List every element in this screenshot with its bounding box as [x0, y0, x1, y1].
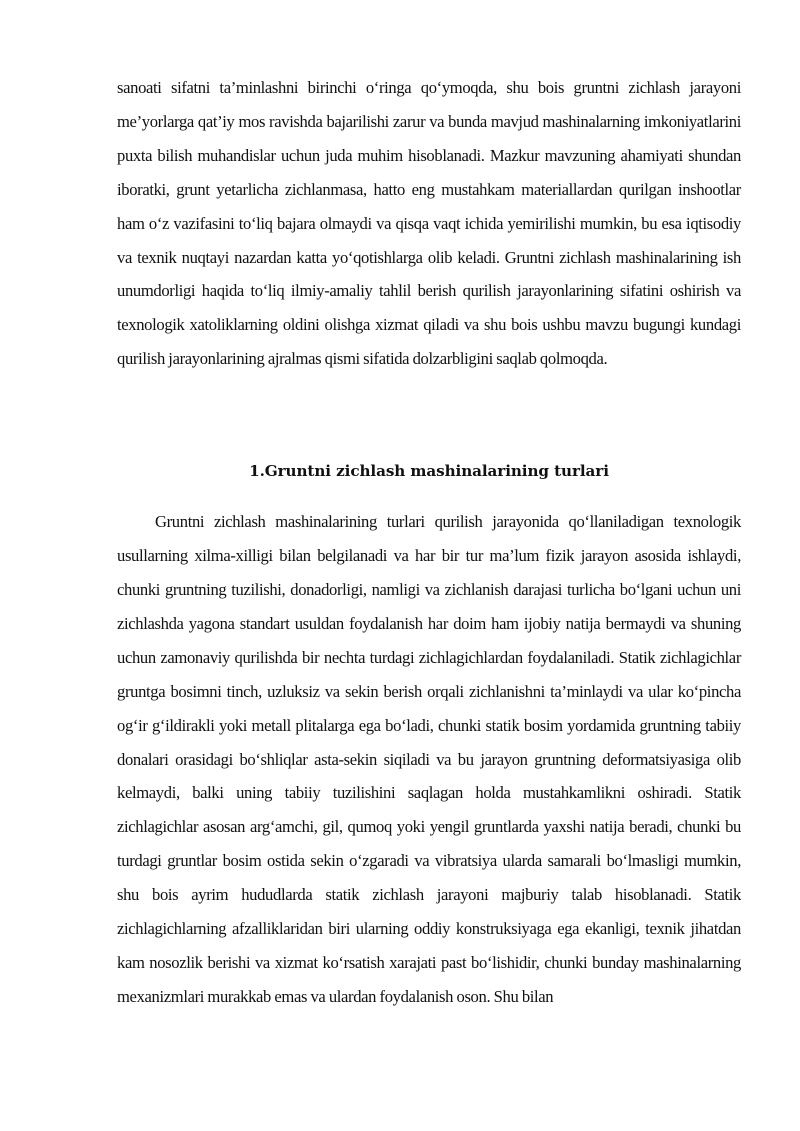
section-paragraph: Gruntni zichlash mashinalarining turlari qurilish jarayonida qo‘llaniladigan texnologik usullarning xilma-xilligi bilan belgilanadi va har bir tur ma’lum fizik jarayon asosida ishlaydi, chunki gruntning tuzilishi, donadorligi, namligi va zichlanish darajasi turlicha bo‘lgani uchun uni zichlashda yagona standart usuldan foydalanish har doim ham ijobiy natija bermaydi va shuning uchun zamonaviy qurilishda bir nechta turdagi zichlagichlardan foydalaniladi. Statik zichlagichlar gruntga bosimni tinch, uzluksiz va sekin berish orqali zichlanishni ta’minlaydi va ular ko‘pincha og‘ir g‘ildirakli yoki metall plitalarga ega bo‘ladi, chunki statik bosim yordamida gruntning tabiiy donalari orasidagi bo‘shliqlar asta-sekin siqiladi va bu jarayon gruntning deformatsiyasiga olib kelmaydi, balki uning tabiiy tuzilishini saqlagan holda mustahkamlikni oshiradi. Statik zichlagichlar asosan arg‘amchi, gil, qumoq yoki yengil gruntlarda yaxshi natija beradi, chunki bu turdagi gruntlar bosim ostida sekin o‘zgaradi va vibratsiya ularda samarali bo‘lmasligi mumkin, shu bois ayrim hududlarda statik zichlash jarayoni majburiy talab hisoblanadi. Statik zichlagichlarning afzalliklaridan biri ularning oddiy konstruksiyaga ega ekanligi, texnik jihatdan kam nosozlik berishi va xizmat ko‘rsatish xarajati past bo‘lishidir, chunki bunday mashinalarning mexanizmlari murakkab emas va ulardan foydalanish oson. Shu bilan — [117, 512, 741, 1006]
section-heading: 1.Gruntni zichlash mashinalarining turlari — [249, 462, 609, 481]
spacer — [117, 483, 741, 505]
intro-paragraph: sanoati sifatni ta’minlashni birinchi o‘ringa qo‘ymoqda, shu bois gruntni zichlash jarayoni me’yorlarga qat’iy mos ravishda bajarilishi zarur va bunda mavjud mashinalarning imkoniyatlarini puxta bilish muhandislar uchun juda muhim hisoblanadi. Mazkur mavzuning ahamiyati shundan iboratki, grunt yetarlicha zichlanmasa, hatto eng mustahkam materiallardan qurilgan inshootlar ham o‘z vazifasini to‘liq bajara olmaydi va qisqa vaqt ichida yemirilishi mumkin, bu esa iqtisodiy va texnik nuqtayi nazardan katta yo‘qotishlarga olib keladi. Gruntni zichlash mashinalarining ish unumdorligi haqida to‘liq ilmiy-amaliy tahlil berish qurilish jarayonlarining sifatini oshirish va texnologik xatoliklarning oldini olishga xizmat qiladi va shu bois ushbu mavzu bugungi kundagi qurilish jarayonlarining ajralmas qismi sifatida dolzarbligini saqlab qolmoqda. — [117, 78, 741, 369]
spacer — [117, 376, 741, 459]
document-page — [117, 71, 741, 1014]
